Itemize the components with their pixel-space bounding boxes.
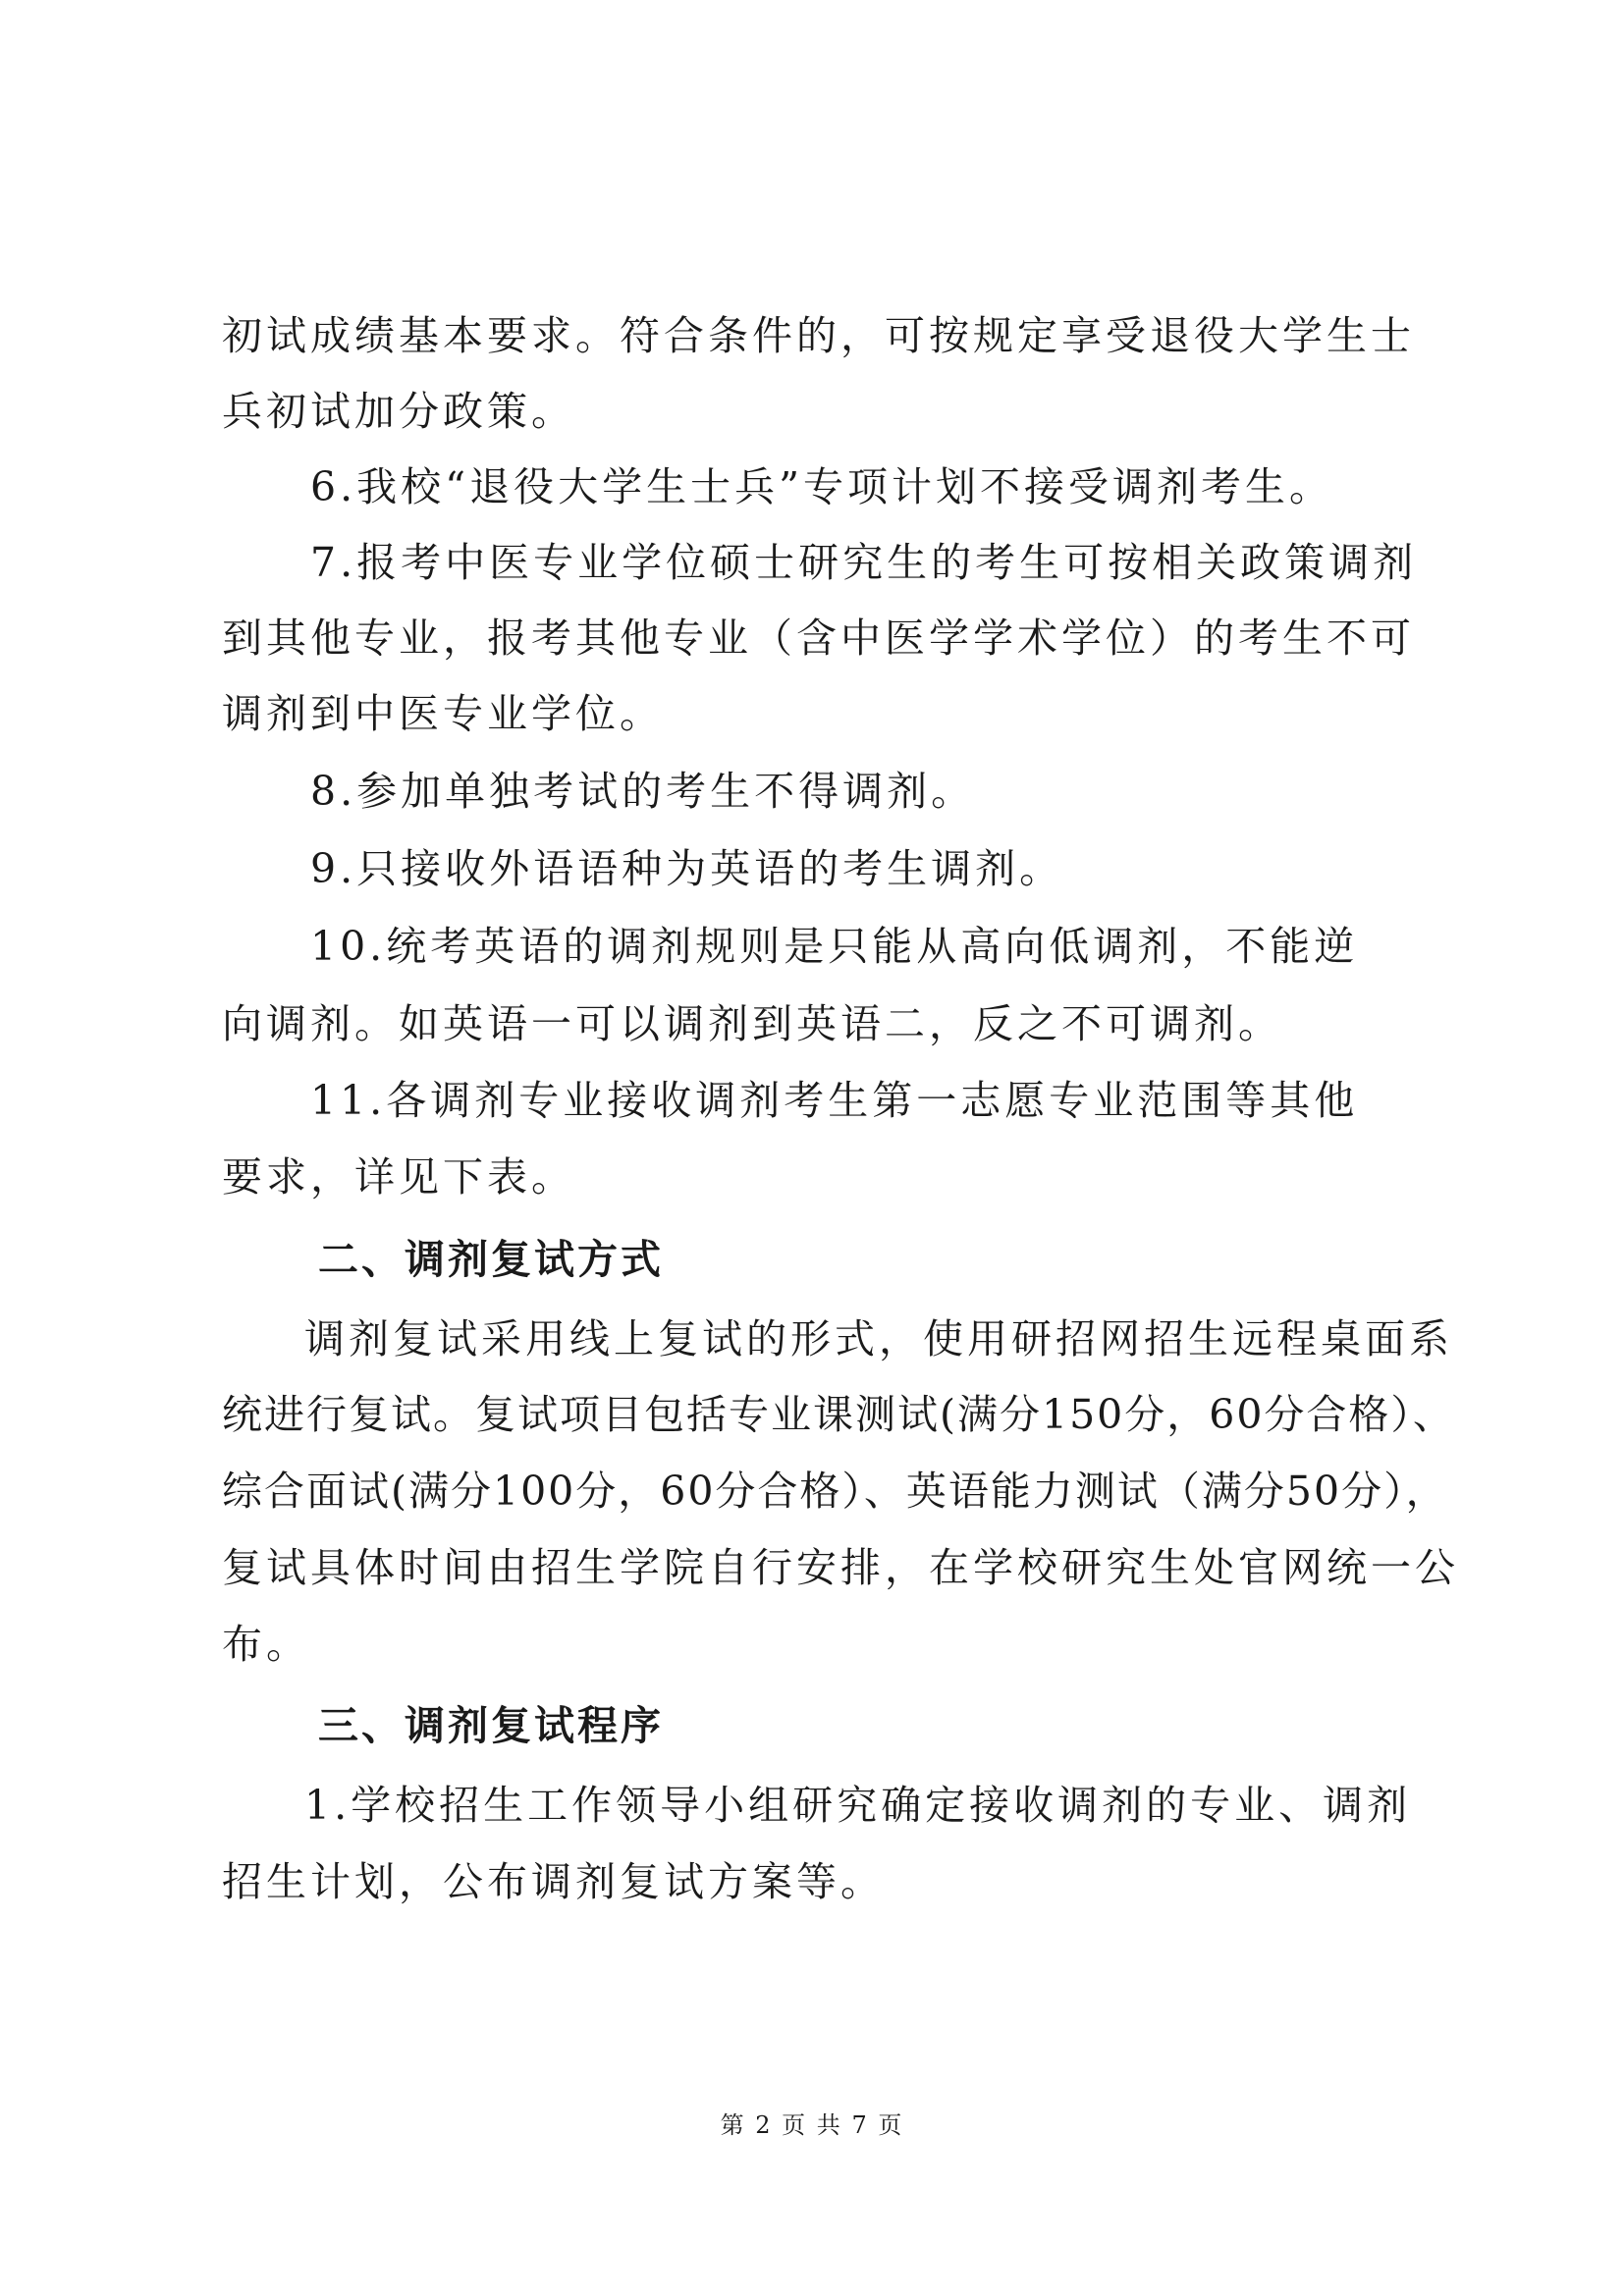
- paragraph-line: 6.我校“退役大学生士兵”专项计划不接受调剂考生。: [310, 463, 1334, 510]
- paragraph-line: 向调剂。如英语一可以调剂到英语二，反之不可调剂。: [222, 1000, 1282, 1047]
- paragraph-line: 9.只接收外语语种为英语的考生调剂。: [310, 845, 1064, 892]
- paragraph-line: 综合面试(满分100分，60分合格）、英语能力测试（满分50分），: [222, 1468, 1448, 1515]
- paragraph-line: 要求，详见下表。: [222, 1153, 575, 1201]
- paragraph-line: 复试具体时间由招生学院自行安排，在学校研究生处官网统一公: [222, 1544, 1459, 1591]
- paragraph-line: 布。: [222, 1621, 310, 1668]
- paragraph-line: 初试成绩基本要求。符合条件的，可按规定享受退役大学生士: [222, 312, 1415, 359]
- paragraph-line: 招生计划，公布调剂复试方案等。: [222, 1858, 885, 1905]
- paragraph-line: 11.各调剂专业接收调剂考生第一志愿专业范围等其他: [310, 1077, 1359, 1124]
- section-heading-3: 三、调剂复试程序: [318, 1702, 664, 1749]
- paragraph-line: 8.参加单独考试的考生不得调剂。: [310, 768, 976, 815]
- paragraph-line: 1.学校招生工作领导小组研究确定接收调剂的专业、调剂: [304, 1782, 1412, 1829]
- paragraph-line: 7.报考中医专业学位硕士研究生的考生可按相关政策调剂: [310, 539, 1418, 586]
- paragraph-line: 兵初试加分政策。: [222, 388, 575, 435]
- paragraph-line: 10.统考英语的调剂规则是只能从高向低调剂，不能逆: [310, 923, 1359, 970]
- section-heading-2: 二、调剂复试方式: [318, 1236, 664, 1283]
- paragraph-line: 到其他专业，报考其他专业（含中医学学术学位）的考生不可: [222, 614, 1415, 662]
- paragraph-line: 调剂到中医专业学位。: [222, 690, 664, 737]
- paragraph-line: 调剂复试采用线上复试的形式，使用研招网招生远程桌面系: [304, 1315, 1453, 1362]
- page-number: 第 2 页 共 7 页: [720, 2111, 904, 2139]
- paragraph-line: 统进行复试。复试项目包括专业课测试(满分150分，60分合格）、: [222, 1391, 1455, 1438]
